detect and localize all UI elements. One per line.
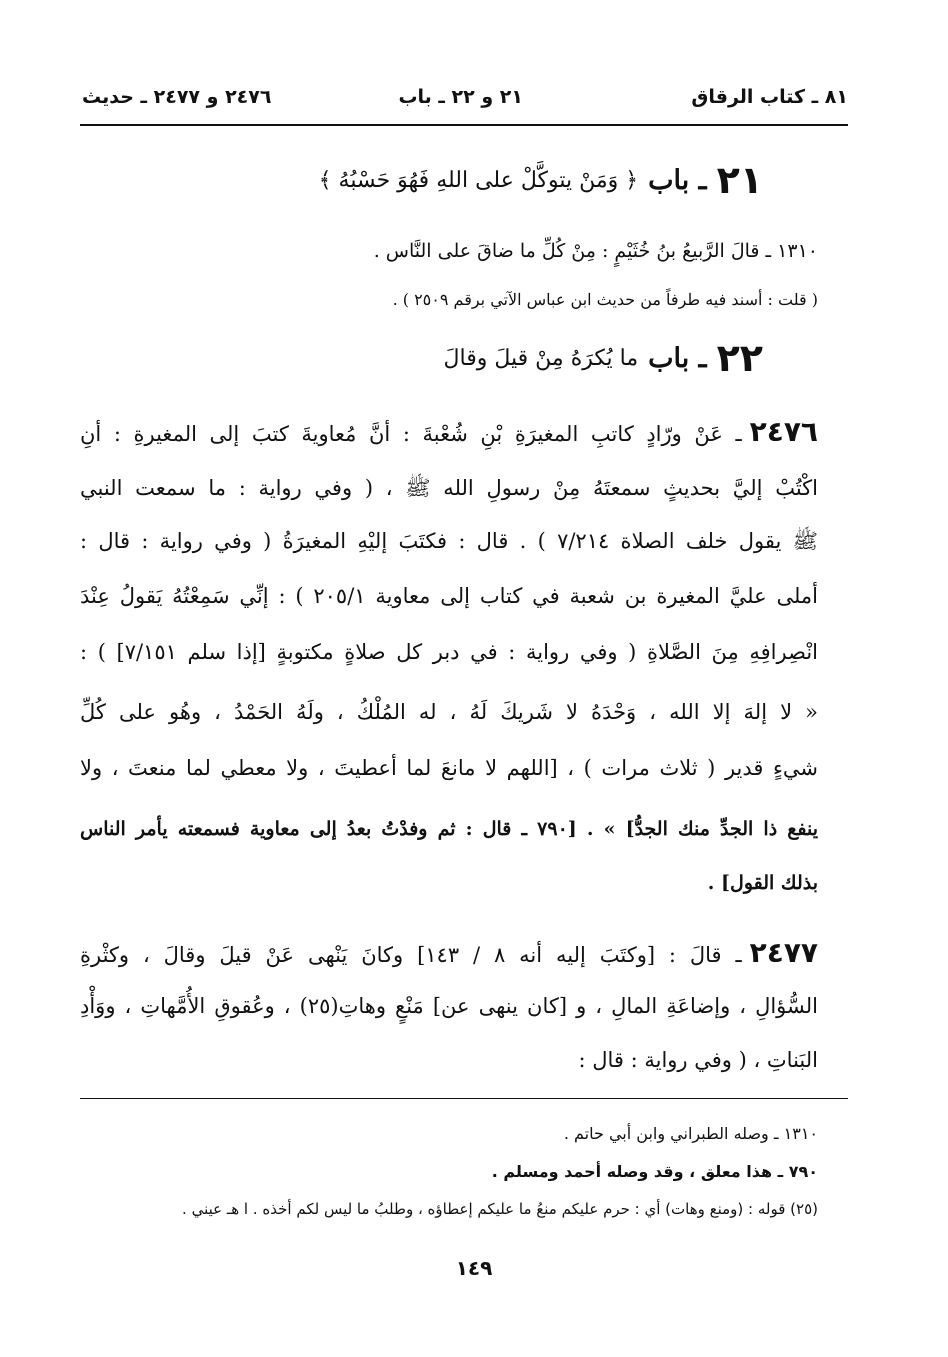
header-chapters: ٢١ و ٢٢ ـ باب <box>398 86 523 108</box>
footnote-25: (٢٥) قوله : (ومنع وهات) أي : حرم عليكم منعُ ما عليكم إعطاؤه ، وطلبُ ما ليس لكم أخذه . ا هـ عيني . <box>182 1200 818 1218</box>
chapter-22-number: ٢٢ <box>716 336 763 380</box>
note-1310-comment: ( قلت : أسند فيه طرفاً من حديث ابن عباس الآتي برقم ٢٥٠٩ ) . <box>392 290 818 309</box>
hadith-2477-line: البَناتِ ، ( وفي رواية : قال : <box>578 1048 818 1072</box>
note-1310: ١٣١٠ ـ قالَ الرَّبيعُ بنُ خُثَيْمٍ : مِنْ كُلِّ ما ضاقَ على النَّاس . <box>373 240 818 262</box>
chapter-22-title: ما يُكرَهُ مِنْ قيلَ وقالَ <box>443 345 639 371</box>
hadith-2477-number: ٢٤٧٧ <box>749 936 819 969</box>
hadith-2476-line: « لا إلهَ إلا الله ، وَحْدَهُ لا شَريكَ لَهُ ، له المُلْكُ ، ولَهُ الحَمْدُ ، وهُو على كُلِّ <box>80 700 818 724</box>
chapter-21-title: ﴿ وَمَنْ يتوكَّلْ على اللهِ فَهُوَ حَسْبُهُ ﴾ <box>318 167 639 193</box>
chapter-21-label: ـ باب <box>648 164 707 196</box>
hadith-2476-line: ﷺ يقول خلف الصلاة ٧/٢١٤ ) . قال : فكتَبَ إليْهِ المغيرَةُ ( وفي رواية : قال : <box>80 529 818 553</box>
footnote-790: ٧٩٠ ـ هذا معلق ، وقد وصله أحمد ومسلم . <box>491 1162 818 1181</box>
chapter-21-number: ٢١ <box>716 158 763 202</box>
footnote-1310: ١٣١٠ ـ وصله الطبراني وابن أبي حاتم . <box>563 1124 818 1143</box>
hadith-2476-line: ٢٤٧٦ـ عَنْ ورّادٍ كاتبِ المغيرَةِ بْنِ شُعْبةَ : أنَّ مُعاويةَ كتبَ إلى المغيرةِ : أنِ <box>80 415 818 448</box>
hadith-2477-line: ٢٤٧٧ـ قالَ : [وكتَبَ إليه أنه ٨ / ١٤٣] وكانَ يَنْهى عَنْ قيلَ وقالَ ، وكثْرةِ <box>80 936 819 969</box>
header-rule <box>80 124 848 126</box>
chapter-22-heading <box>444 336 763 380</box>
hadith-2476-line: شيءٍ قدير ( ثلاث مرات ) ، [اللهم لا مانعَ لما أعطيتَ ، ولا معطي لما منعتَ ، ولا <box>80 756 818 780</box>
hadith-2477-line: السُّؤالِ ، وإضاعَةِ المالِ ، و [كان ينهى عن] مَنْعٍ وهاتِ(٢٥) ، وعُقوقِ الأُمَّهاتِ ، ووَأْدِ <box>80 994 819 1018</box>
chapter-21-heading <box>319 158 763 202</box>
header-book-title: ٨١ ـ كتاب الرقاق <box>691 86 848 108</box>
hadith-2476-line: انْصِرافِهِ مِنَ الصَّلاةِ ( وفي رواية : في دبر كل صلاةٍ مكتوبةٍ [إذا سلم ٧/١٥١] ) : <box>80 640 818 664</box>
hadith-2476-number: ٢٤٧٦ <box>749 415 818 448</box>
footnote-rule <box>80 1098 848 1099</box>
hadith-2476-line: بذلك القول] . <box>707 872 818 894</box>
chapter-22-label: ـ باب <box>648 342 707 374</box>
hadith-2476-line: أملى عليَّ المغيرة بن شعبة في كتاب إلى معاوية ٢٠٥/١ ) : إنِّي سَمِعْتُهُ يَقولُ عِنْدَ <box>80 584 818 608</box>
hadith-2476-line: ينفع ذا الجدِّ منك الجدُّ] » . [٧٩٠ ـ قال : ثم وفدْتُ بعدُ إلى معاوية فسمعته يأمر الناس <box>80 818 818 840</box>
page-number: ١٤٩ <box>455 1256 493 1280</box>
hadith-2476-line: اكْتُبْ إليَّ بحديثٍ سمعتَهُ مِنْ رسولِ الله ﷺ ، ( وفي رواية : ما سمعت النبي <box>80 476 819 500</box>
header-hadith-range: ٢٤٧٦ و ٢٤٧٧ ـ حديث <box>82 86 272 108</box>
